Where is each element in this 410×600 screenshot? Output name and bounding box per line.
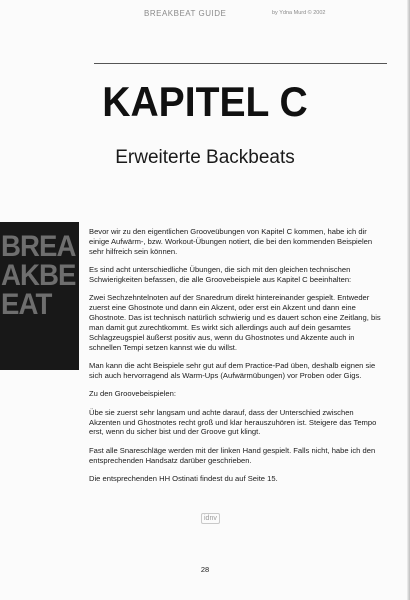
logo-line: AKBE (1, 259, 76, 292)
watermark-stamp: idnv (201, 513, 220, 524)
header-author: by Ydna Murd © 2002 (272, 10, 326, 16)
paragraph: Bevor wir zu den eigentlichen Grooveübungen von Kapitel C kommen, habe ich dir einige Aufwärm-, bzw. Workout-Übungen notiert, die bei den kommenden Beispielen sehr hilfreich sein können. (89, 227, 373, 256)
header-guide-title: BREAKBEAT GUIDE (144, 9, 227, 18)
header-divider (94, 63, 387, 64)
paragraph: Es sind acht unterschiedliche Übungen, die sich mit den gleichen technischen Schwierigkeiten befassen, die alle Groovebeispiele aus Kapitel C beeinhalten: (89, 265, 352, 285)
paragraph: Zwei Sechzehntelnoten auf der Snaredrum direkt hintereinander gespielt. Entweder zuerst eine Ghostnote und dann ein Akzent, oder erst ein Akzent und dann eine Ghostnote. Das ist technisch natürlich schwierig und es dauert schon eine Zeitlang, bis man damit gut zurechtkommt. Es wirkt sich allerdings auch auf dein gesamtes Schlagzeugspiel äußerst positiv aus, wenn du Ghostnotes und Akzente auch in schnellen Tempi setzen kannst wie du willst. (89, 293, 381, 352)
body-text (89, 227, 385, 492)
paragraph: Fast alle Snareschläge werden mit der linken Hand gespielt. Falls nicht, habe ich den entsprechenden Handsatz darüber geschrieben. (89, 445, 376, 465)
paragraph: Man kann die acht Beispiele sehr gut auf dem Practice-Pad üben, deshalb eignen sie sich auch hervorragend als Warm-Ups (Aufwärmübungen) vor Proben oder Gigs. (89, 361, 376, 381)
paragraph: Übe sie zuerst sehr langsam und achte darauf, dass der Unterschied zwischen Akzenten und Ghostnotes recht groß und klar herauszuhören ist. Steigere das Tempo erst, wenn du sicher bist und der Groove gut klingt. (89, 407, 377, 437)
logo-line: EAT (1, 288, 52, 321)
paragraph: Die entsprechenden HH Ostinati findest du auf Seite 15. (89, 473, 278, 483)
breakbeat-logo (0, 222, 79, 370)
chapter-title: KAPITEL C (102, 78, 308, 125)
logo-line: BREA (1, 230, 76, 263)
paragraph: Zu den Groovebeispielen: (89, 389, 176, 399)
page-number: 28 (200, 565, 210, 574)
chapter-subtitle: Erweiterte Backbeats (115, 147, 295, 168)
